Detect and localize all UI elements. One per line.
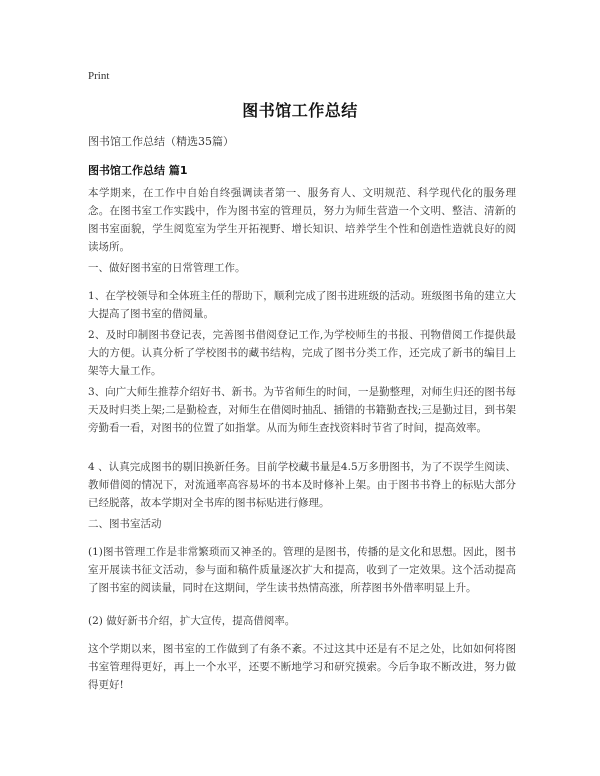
subheading-daily-management: 一、做好图书室的日常管理工作。 <box>88 262 246 274</box>
list-item-4: 4 、认真完成图书的剔旧换新任务。目前学校藏书量是4.5万多册图书，为了不误学生阅读、教师借阅的情况下，对流通率高容易坏的书本及时修补上架。由于图书书脊上的标贴大部分已经脱落，故本学期对全书库的图书标贴进行修理。 <box>88 461 516 509</box>
document-subtitle: 图书馆工作总结（精选35篇） <box>88 135 234 148</box>
closing-paragraph: 这个学期以来，图书室的工作做到了有条不紊。不过这其中还是有不足之处，比如如何将图书室管理得更好，再上一个水平，还要不断地学习和研究摸索。今后争取不断改进，努力做得更好! <box>88 643 516 691</box>
section-heading: 图书馆工作总结 篇1 <box>88 164 188 177</box>
list-item-2: 2、及时印制图书登记表，完善图书借阅登记工作,为学校师生的书报、刊物借阅工作提供最大的方便。认真分析了学校图书的藏书结构，完成了图书分类工作，还完成了新书的编目上架等大量工作。 <box>88 329 516 377</box>
print-label: Print <box>88 70 110 82</box>
intro-paragraph: 本学期来，在工作中自始自终强调读者第一、服务育人、文明规范、科学现代化的服务理念。在图书室工作实践中，作为图书室的管理员，努力为师生营造一个文明、整洁、清新的图书室面貌，学生阅览室为学生开拓视野、增长知识、培养学生个性和创造性造就良好的阅读场所。 <box>88 187 516 253</box>
subheading-library-activities: 二、图书室活动 <box>88 518 162 530</box>
page-title: 图书馆工作总结 <box>242 101 358 120</box>
activity-item-2: (2) 做好新书介绍，扩大宣传，提高借阅率。 <box>88 615 296 627</box>
activity-item-1: (1)图书管理工作是非常繁琐而又神圣的。管理的是图书，传播的是文化和思想。因此，图书室开展读书征文活动，参与面和稿件质量逐次扩大和提高，收到了一定效果。这个活动提高了图书室的阅读量，同时在这期间，学生读书热情高涨，所荐图书外借率明显上升。 <box>88 546 516 594</box>
list-item-3: 3、向广大师生推荐介绍好书、新书。为节省师生的时间，一是勤整理，对师生归还的图书每天及时归类上架;二是勤检查，对师生在借阅时抽乱、插错的书籍勤查找;三是勤过目，到书架旁勤看一看，对图书的位置了如指掌。从而为师生查找资料时节省了时间，提高效率。 <box>88 386 516 434</box>
list-item-1: 1、在学校领导和全体班主任的帮助下，顺利完成了图书进班级的活动。班级图书角的建立大大提高了图书室的借阅量。 <box>88 290 516 320</box>
